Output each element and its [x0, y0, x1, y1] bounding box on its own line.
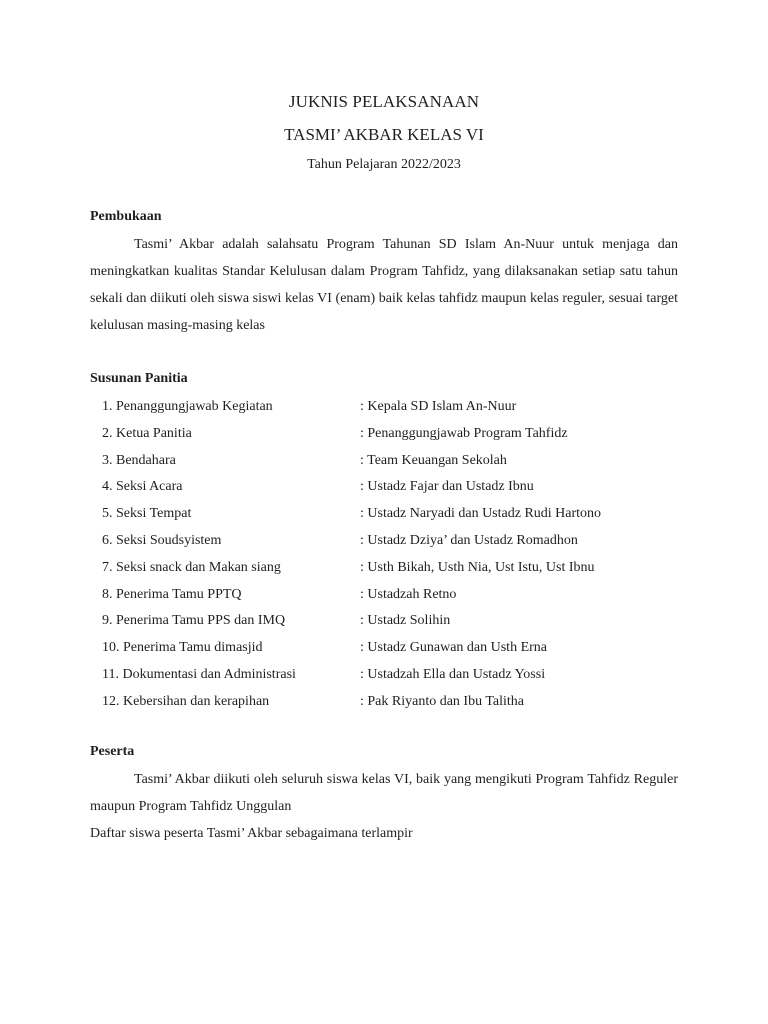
peserta-note: Daftar siswa peserta Tasmi’ Akbar sebagaimana terlampir	[90, 826, 413, 841]
committee-role: 2. Ketua Panitia	[102, 425, 192, 441]
committee-role: 6. Seksi Soudsyistem	[102, 532, 222, 548]
committee-row	[102, 662, 702, 689]
committee-member: : Ustadz Fajar dan Ustadz Ibnu	[360, 479, 534, 495]
committee-list	[102, 394, 702, 716]
committee-member: : Ustadz Dziya’ dan Ustadz Romadhon	[360, 532, 578, 548]
committee-member: : Ustadz Solihin	[360, 613, 451, 629]
committee-row	[102, 582, 702, 609]
committee-role: 10. Penerima Tamu dimasjid	[102, 640, 263, 656]
academic-year: Tahun Pelajaran 2022/2023	[307, 157, 461, 172]
committee-row	[102, 689, 702, 716]
committee-row	[102, 608, 702, 635]
committee-role: 8. Penerima Tamu PPTQ	[102, 586, 242, 602]
document-subtitle: TASMI’ AKBAR KELAS VI	[284, 125, 484, 144]
committee-role: 4. Seksi Acara	[102, 479, 183, 495]
committee-member: : Ustadz Gunawan dan Usth Erna	[360, 640, 548, 656]
peserta-paragraph: Tasmi’ Akbar diikuti oleh seluruh siswa kelas VI, baik yang mengikuti Program Tahfidz Reguler maupun Program Tahfidz Unggulan	[90, 772, 678, 814]
document-title: JUKNIS PELAKSANAAN	[288, 92, 480, 111]
committee-role: 12. Kebersihan dan kerapihan	[102, 693, 270, 709]
committee-role: 1. Penanggungjawab Kegiatan	[102, 399, 273, 414]
committee-row	[102, 555, 702, 582]
committee-member: : Ustadzah Retno	[360, 586, 457, 602]
committee-role: 9. Penerima Tamu PPS dan IMQ	[102, 613, 286, 629]
committee-member: : Ustadz Naryadi dan Ustadz Rudi Hartono	[360, 506, 602, 522]
pembukaan-paragraph: Tasmi’ Akbar adalah salahsatu Program Tahunan SD Islam An-Nuur untuk menjaga dan meningkatkan kualitas Standar Kelulusan dalam Program Tahfidz, yang dilaksanakan setiap satu tahun sekali dan diikuti oleh siswa siswi kelas VI (enam) baik kelas tahfidz maupun kelas reguler, sesuai target kelulusan masing-masing kelas	[90, 237, 678, 333]
committee-member: : Usth Bikah, Usth Nia, Ust Istu, Ust Ibnu	[360, 559, 595, 575]
committee-row	[102, 528, 702, 555]
committee-row	[102, 421, 702, 448]
committee-row	[102, 448, 702, 475]
section-heading-pembukaan: Pembukaan	[90, 209, 162, 224]
committee-role: 7. Seksi snack dan Makan siang	[102, 559, 281, 575]
committee-role: 11. Dokumentasi dan Administrasi	[102, 666, 296, 682]
section-heading-peserta: Peserta	[90, 744, 135, 759]
committee-row	[102, 394, 702, 421]
committee-role: 3. Bendahara	[102, 452, 176, 468]
committee-member: : Pak Riyanto dan Ibu Talitha	[360, 693, 525, 709]
committee-member: : Kepala SD Islam An-Nuur	[360, 399, 517, 414]
committee-row	[102, 635, 702, 662]
committee-member: : Ustadzah Ella dan Ustadz Yossi	[360, 666, 546, 682]
section-heading-panitia: Susunan Panitia	[90, 371, 188, 386]
committee-role: 5. Seksi Tempat	[102, 506, 192, 522]
committee-row	[102, 501, 702, 528]
committee-member: : Team Keuangan Sekolah	[360, 452, 507, 468]
committee-member: : Penanggungjawab Program Tahfidz	[360, 425, 568, 441]
committee-row	[102, 474, 702, 501]
